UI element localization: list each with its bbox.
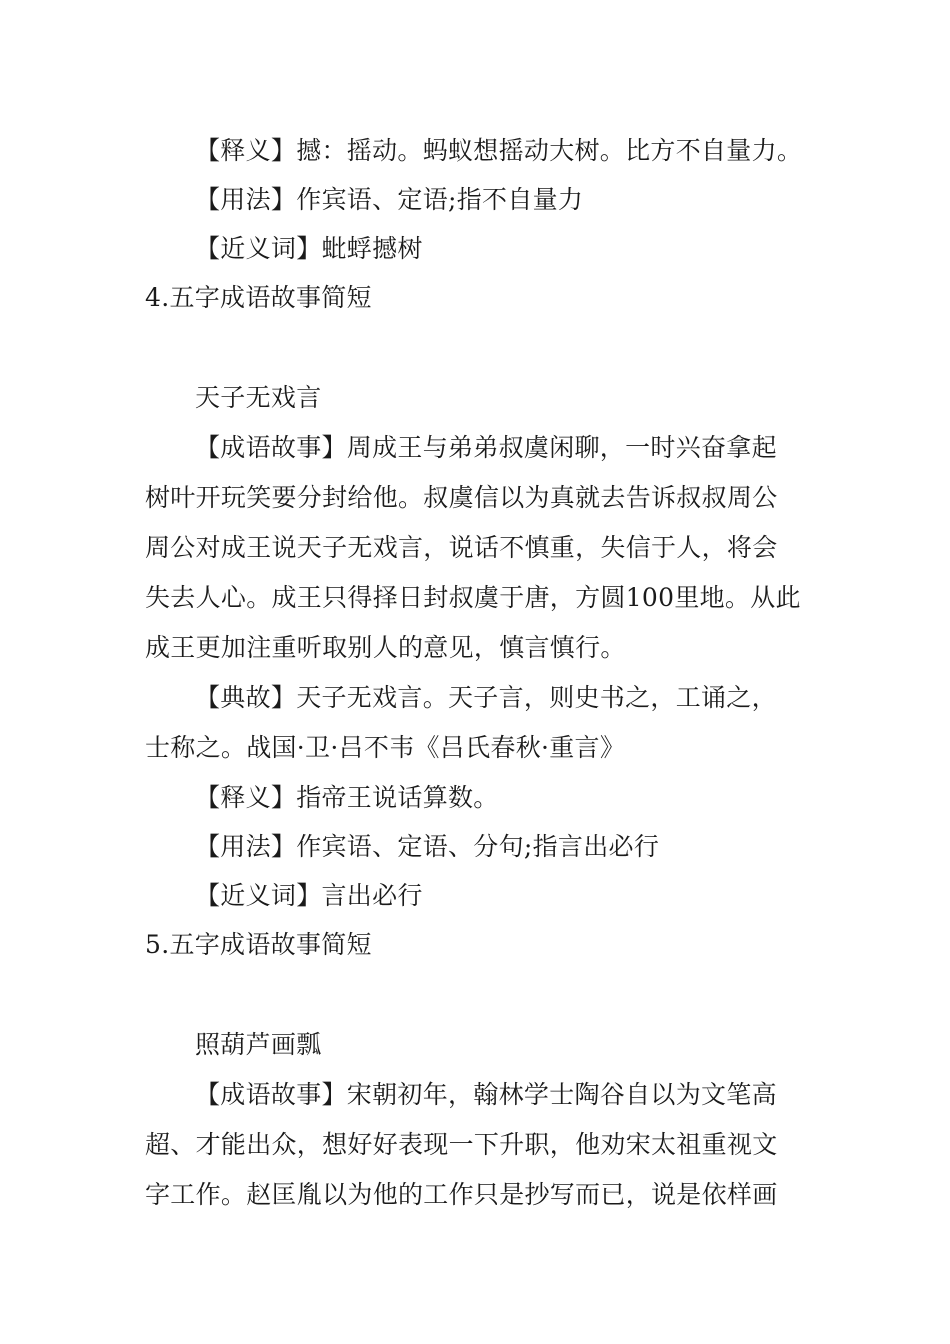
paragraph-line: 成王更加注重听取别人的意见，慎言慎行。	[145, 633, 626, 662]
paragraph-line: 【释义】指帝王说话算数。	[195, 783, 499, 812]
paragraph-line: 【近义词】蚍蜉撼树	[195, 234, 423, 263]
idiom-title: 天子无戏言	[195, 383, 322, 412]
paragraph-line: 树叶开玩笑要分封给他。叔虞信以为真就去告诉叔叔周公	[145, 483, 778, 512]
paragraph-line: 字工作。赵匡胤以为他的工作只是抄写而已，说是依样画	[145, 1180, 778, 1209]
idiom-title: 照葫芦画瓢	[195, 1030, 322, 1059]
paragraph-line: 失去人心。成王只得择日封叔虞于唐，方圆100里地。从此	[145, 583, 801, 612]
paragraph-line: 【近义词】言出必行	[195, 881, 423, 910]
section-heading: 5.五字成语故事简短	[145, 930, 372, 959]
section-heading: 4.五字成语故事简短	[145, 283, 372, 312]
paragraph-line: 【用法】作宾语、定语;指不自量力	[195, 185, 584, 214]
paragraph-line: 周公对成王说天子无戏言，说话不慎重，失信于人，将会	[145, 533, 778, 562]
paragraph-line: 士称之。战国·卫·吕不韦《吕氏春秋·重言》	[145, 733, 626, 762]
paragraph-line: 【释义】撼：摇动。蚂蚁想摇动大树。比方不自量力。	[195, 136, 803, 165]
paragraph-line: 【典故】天子无戏言。天子言，则史书之，工诵之，	[195, 683, 777, 712]
paragraph-line: 【成语故事】宋朝初年，翰林学士陶谷自以为文笔高	[195, 1080, 777, 1109]
paragraph-line: 【成语故事】周成王与弟弟叔虞闲聊，一时兴奋拿起	[195, 433, 777, 462]
paragraph-line: 超、才能出众，想好好表现一下升职，他劝宋太祖重视文	[145, 1130, 778, 1159]
paragraph-line: 【用法】作宾语、定语、分句;指言出必行	[195, 832, 660, 861]
